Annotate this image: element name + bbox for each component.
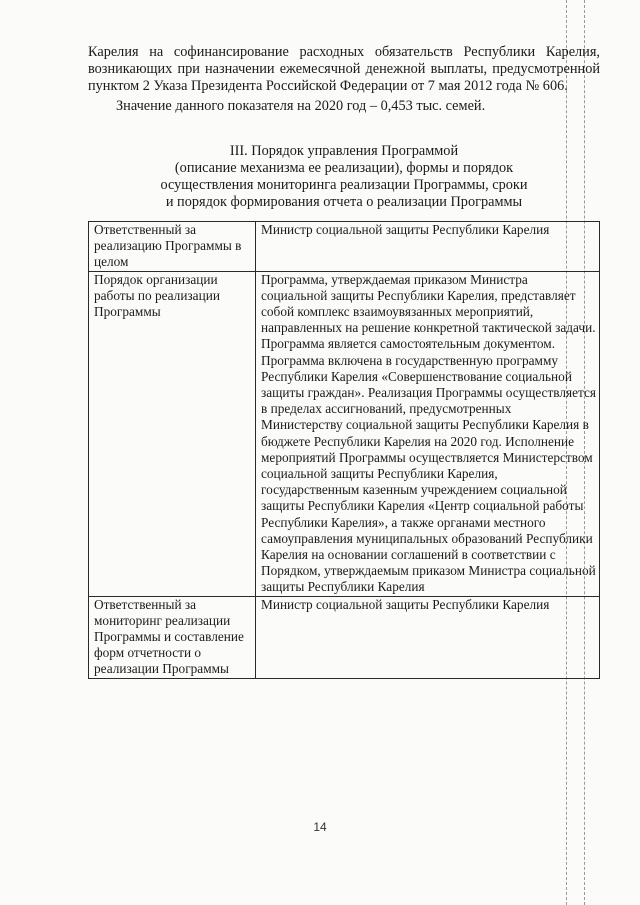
section-heading-line: (описание механизма ее реализации), формы и порядок: [174, 160, 514, 176]
indicator-value-paragraph: Значение данного показателя на 2020 год – 0,453 тыс. семей.: [116, 98, 486, 114]
section-heading: [88, 143, 600, 211]
page-number: 14: [313, 820, 327, 834]
section-heading-line: осуществления мониторинга реализации Программы, сроки: [160, 177, 528, 193]
row-value: Министр социальной защиты Республики Карелия: [256, 596, 600, 678]
row-label: Ответственный за мониторинг реализации Программы и составление форм отчетности о реализации Программы: [89, 596, 256, 678]
section-heading-line: III. Порядок управления Программой: [229, 143, 459, 159]
table-row: [89, 222, 600, 272]
row-label: Порядок организации работы по реализации Программы: [89, 271, 256, 596]
table-row: [89, 596, 600, 678]
program-management-table: [88, 221, 600, 679]
section-heading-line: и порядок формирования отчета о реализации Программы: [165, 194, 523, 210]
row-label: Ответственный за реализацию Программы в целом: [89, 222, 256, 272]
table-row: [89, 271, 600, 596]
row-value: Министр социальной защиты Республики Карелия: [256, 222, 600, 272]
row-value: Программа, утверждаемая приказом Министра социальной защиты Республики Карелия, представляет собой комплекс взаимоувязанных мероприятий, направленных на решение конкретной тактической задачи. Программа является самостоятельным документом. Программа включена в государственную программу Республики Карелия «Совершенствование социальной защиты граждан». Реализация Программы осуществляется в пределах ассигнований, предусмотренных Министерству социальной защиты Республики Карелия в бюджете Республики Карелия на 2020 год. Исполнение мероприятий Программы осуществляется Министерством социальной защиты Республики Карелия, государственным казенным учреждением социальной защиты Республики Карелия «Центр социальной работы Республики Карелия», а также органами местного самоуправления муниципальных образований Республики Карелия на основании соглашений в соответствии с Порядком, утверждаемым приказом Министра социальной защиты Республики Карелия: [256, 271, 600, 596]
continuation-paragraph: Карелия на софинансирование расходных обязательств Республики Карелия, возникающих при назначении ежемесячной денежной выплаты, предусмотренной пунктом 2 Указа Президента Российской Федерации от 7 мая 2012 года № 606.: [88, 44, 600, 94]
page-body: [88, 44, 600, 679]
